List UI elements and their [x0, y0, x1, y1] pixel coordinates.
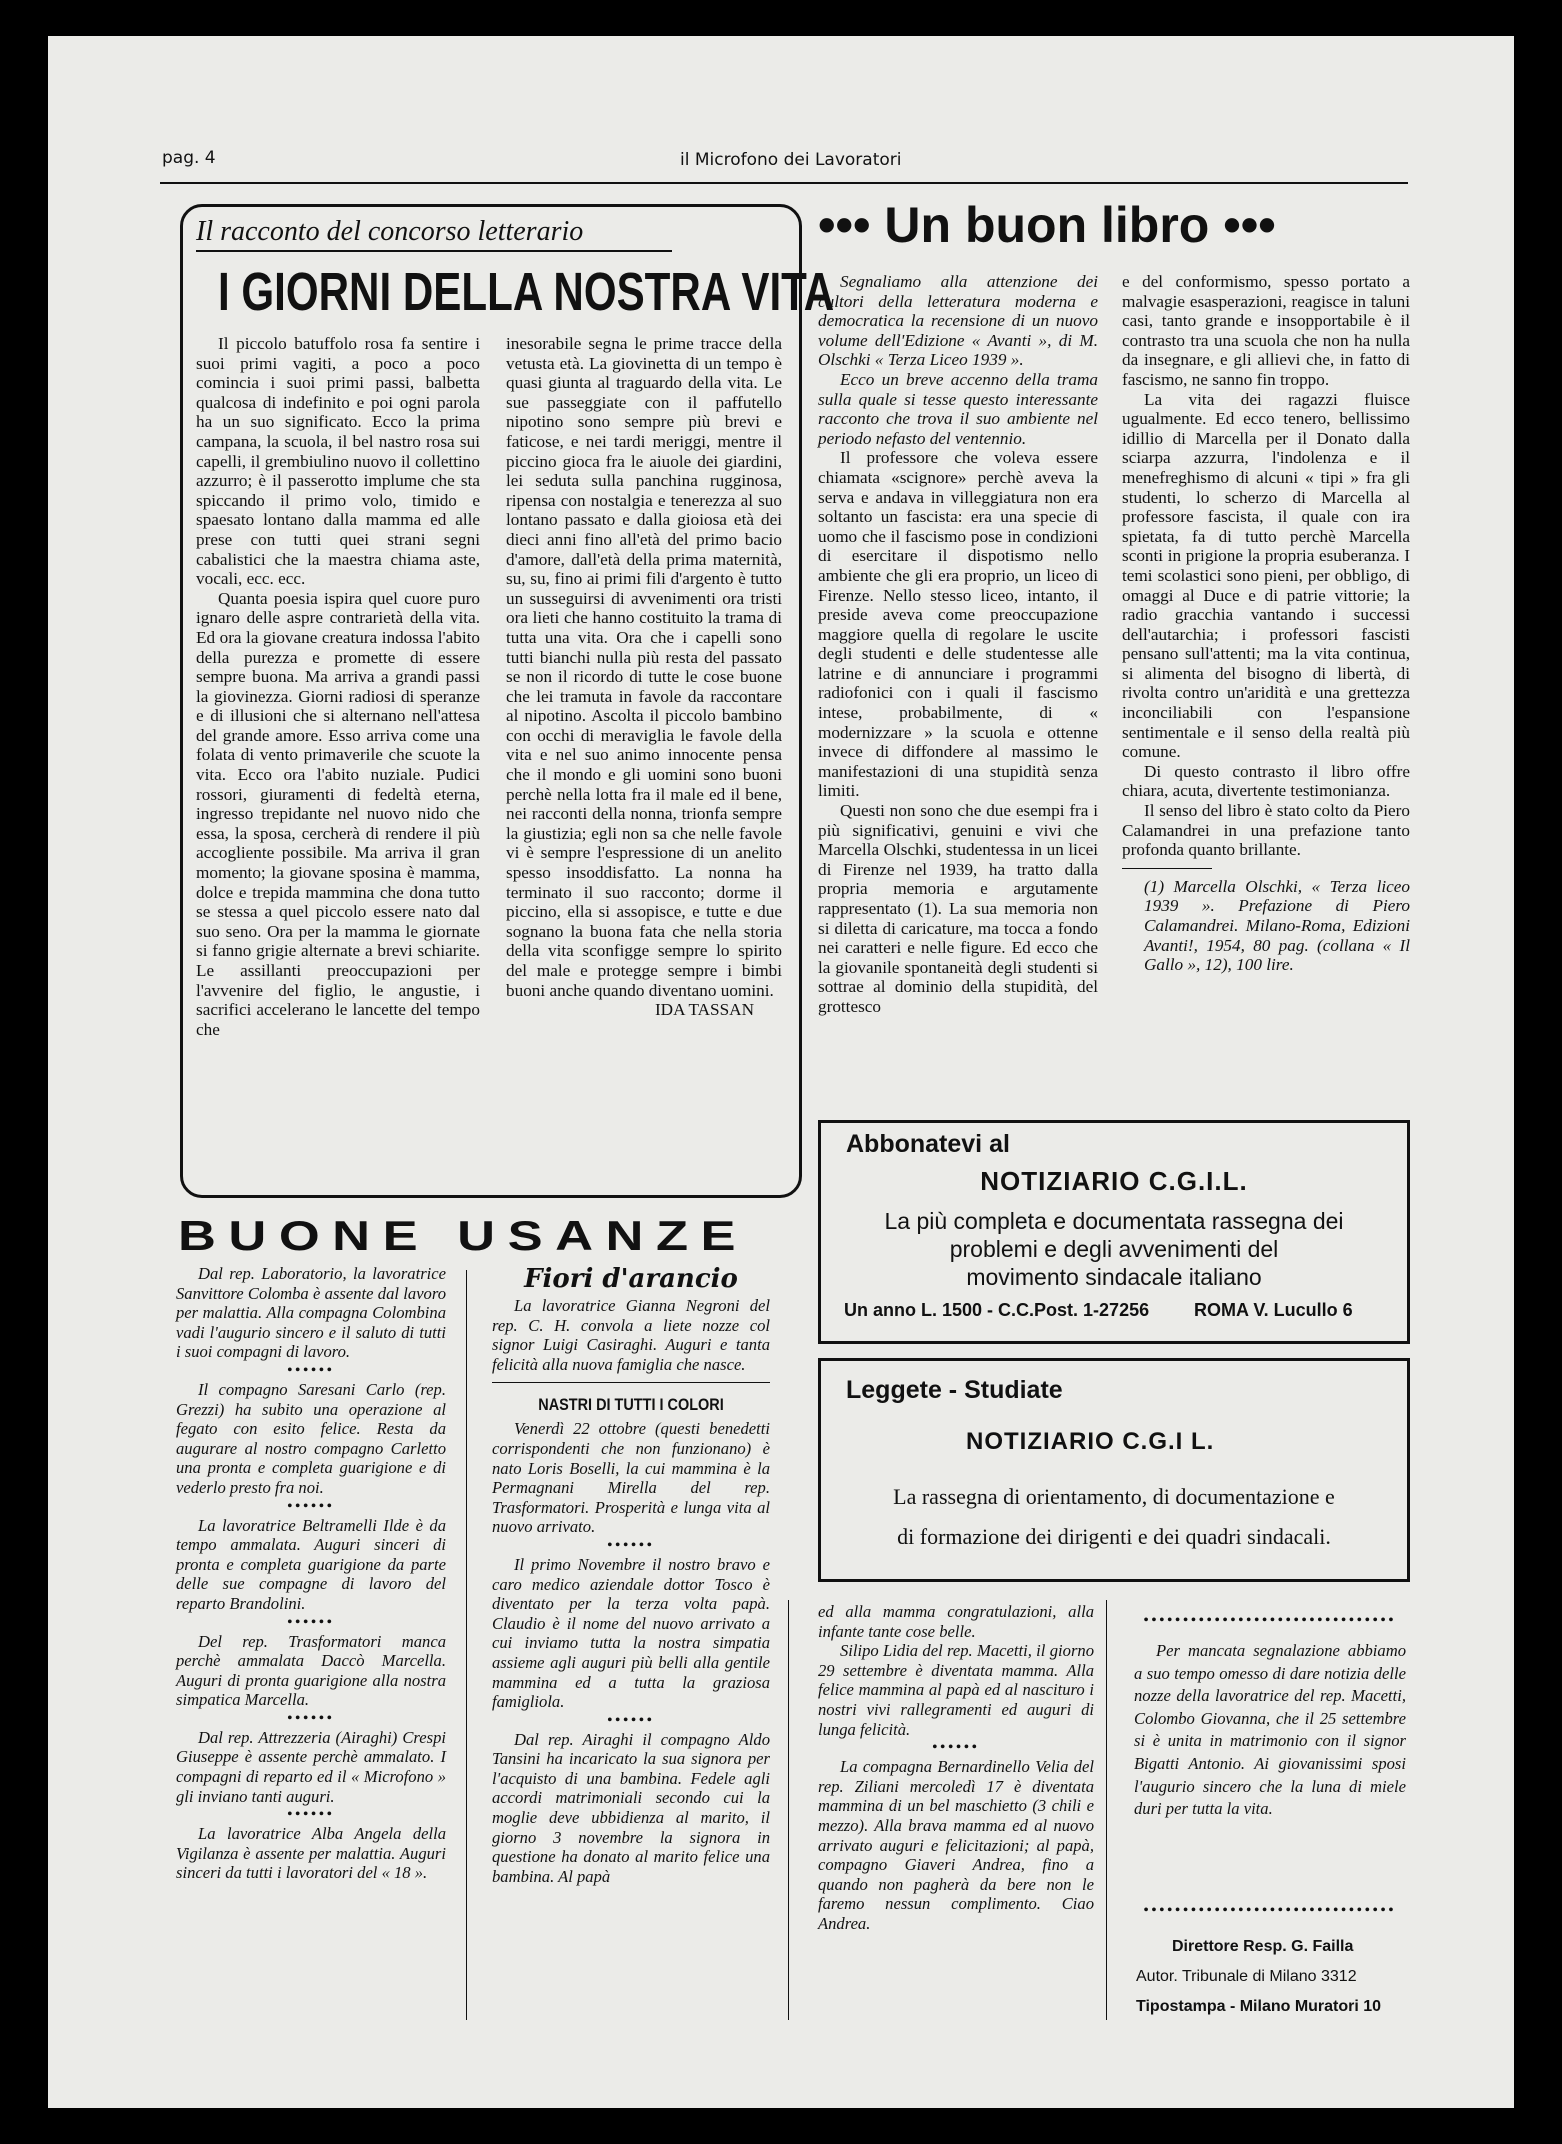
ad1-line6a: Un anno L. 1500 - C.C.Post. 1-27256: [844, 1300, 1150, 1320]
news-item: La lavoratrice Beltramelli Ilde è da tempo ammalata. Auguri sinceri di pronta e completa guarigione da parte delle sue compagne di lavoro del reparto Brandolini.: [176, 1515, 446, 1613]
book-footnote: (1) Marcella Olschki, « Terza liceo 1939 ». Prefazione di Piero Calamandrei. Milano-Roma, Edizioni Avanti!, 1954, 80 pag. (collana « Il Gallo », 12), 100 lire.: [1144, 876, 1410, 975]
book-headline: ••• Un buon libro •••: [818, 197, 1276, 253]
book-paragraph: e del conformismo, spesso portato a malvagie esasperazioni, reagisce in taluni casi, tanto grande e insopportabile è il contrasto tra una scuola che non ha nulla da insegnare, e gli allievi che, in fatto di fascismo, ne sanno fin troppo.: [1122, 272, 1410, 389]
footnote-rule: [1122, 868, 1212, 869]
book-paragraph: Il senso del libro è stato colto da Piero Calamandrei in una prefazione tanto profonda quanto brillante.: [1122, 801, 1410, 860]
book-paragraph: Il professore che voleva essere chiamata «scignore» perchè aveva la serva e andava in villeggiatura non era soltanto un fascista: era una specie di uomo che il fascismo pose in condizioni di esercitare il dispotismo nello ambiente che gli era proprio, un liceo di Firenze. Nello stesso liceo, intanto, il preside aveva come preoccupazione maggiore quella di regolare le uscite degli studenti e delle studentesse alle latrine e di annunciare i programmi radiofonici con i quali il fascismo intese, probabilmente, di « modernizzare » la scuola e ottenne invece di diffondere al massimo le manifestazioni di una stupidità senza limiti.: [818, 448, 1098, 801]
book-paragraph: Questi non sono che due esempi fra i più significativi, genuini e vivi che Marcella Olschki, studentessa in un licei di Firenze nel 1939, ha tratto dalla propria memoria e argutamente rappresentato (1). La sua memoria non si diletta di caricature, ma tocca a fondo nei caratteri e nelle figure. Ed ecco che la giovanile spontaneità degli studenti si sottrae al dominio della stupidità, del grottesco: [818, 801, 1098, 1016]
news-item: La compagna Bernardinello Velia del rep. Ziliani mercoledì 17 è diventata mammina di un bel maschietto (3 chili e mezzo). Alla brava mamma ed al nuovo arrivato auguri e felicitazioni; al papà, compagno Giaveri Andrea, fino a quando non pagherà da bere non le faremo nessun complimento. Ciao Andrea.: [818, 1757, 1094, 1933]
book-intro-2: Ecco un breve accenno della trama sulla quale si tesse questo interessante racconto che trova il suo ambiente nel periodo nefasto del ventennio.: [818, 369, 1098, 448]
separator: ••••••: [287, 1710, 335, 1726]
book-paragraph: Di questo contrasto il libro offre chiara, acuta, divertente testimonianza.: [1122, 761, 1410, 801]
separator: ••••••: [607, 1537, 655, 1553]
news-item: Venerdì 22 ottobre (questi benedetti corrispondenti che non funzionano) è nato Loris Boselli, la cui mammina è la Permagnani Mirella del rep. Trasformatori. Prosperità e lunga vita al nuovo arrivato.: [492, 1419, 770, 1537]
news-item: Dal rep. Airaghi il compagno Aldo Tansini ha incaricato la sua signora per l'acquisto di una bambina. Fedele agli accordi matrimoniali secondo cui la moglie deve ubbidienza al marito, il giorno 3 novembre la signora in questione ha donato al marito felice una bambina. Al papà: [492, 1729, 770, 1886]
fiori-title: Fiori d'arancio: [524, 1264, 738, 1294]
ad1-line2: NOTIZIARIO C.G.I.L.: [980, 1166, 1248, 1196]
book-column-1: [818, 272, 1098, 1017]
header-rule: [160, 182, 1408, 184]
usanze-column-1: [176, 1264, 446, 1883]
usanze-column-4: [1134, 1640, 1406, 1821]
book-paragraph: La vita dei ragazzi fluisce ugualmente. Ed ecco tenero, bellissimo idillio di Marcella per il Donato dalla sciarpa azzurra, l'indolenza e il menefreghismo di alcuni « tipi » fra gli studenti, lo scherzo di Marcella al professore fascista, il quale con ira spietata, fa di tutto perchè Marcella sconti in prigione la propria esuberanza. I temi scolastici sono pieni, per obbligo, di omaggi al Duce e di patrie vittorie; la radio gracchia vantando i successi dell'autarchia; i professori fascisti pensano sull'attenti; ma la vita continua, si alimenta del bisogno di libertà, di rivolta contro un'aridità e una grettezza inconciliabili con l'espansione sentimentale e il senso della realtà più comune.: [1122, 389, 1410, 762]
colophon-director: Direttore Resp. G. Failla: [1172, 1938, 1354, 1955]
column-rule: [466, 1270, 467, 2020]
separator: ••••••: [287, 1498, 335, 1514]
ad2-line2: NOTIZIARIO C.G.I L.: [966, 1428, 1215, 1455]
ad1-line4: problemi e degli avvenimenti del: [949, 1236, 1279, 1262]
usanze-column-3: [818, 1602, 1094, 1934]
nastri-title: NASTRI DI TUTTI I COLORI: [538, 1395, 724, 1415]
separator: ••••••: [932, 1740, 980, 1756]
separator: ••••••: [287, 1807, 335, 1823]
kicker-rule: [196, 250, 672, 252]
news-item: La lavoratrice Gianna Negroni del rep. C. H. convola a liete nozze col signor Luigi Casiraghi. Auguri e tanta felicità alla nuova famiglia che nasce.: [492, 1296, 770, 1374]
news-item: Silipo Lidia del rep. Macetti, il giorno 29 settembre è diventata mamma. Alla felice mammina al papà ed al nascituro i nostri vivi rallegramenti ed auguri di lunga felicità.: [818, 1641, 1094, 1739]
news-item: Dal rep. Laboratorio, la lavoratrice Sanvittore Colomba è assente dal lavoro per malattia. Alla compagna Colombina vadi l'augurio sincero e il saluto di tutti i suoi compagni di lavoro.: [176, 1264, 446, 1362]
book-column-2: [1122, 272, 1410, 975]
story-paragraph: Quanta poesia ispira quel cuore puro ignaro delle aspre contrarietà della vita. Ed ora la giovane creatura indossa l'abito della purezza e promette di essere sempre buona. Ma arriva a grandi passi la giovinezza. Giorni radiosi di speranze e di illusioni che si alternano nell'attesa del grande amore. Esso arriva come una folata di vento primaverile che scuote la vita. Ecco ora l'abito nuziale. Pudici rossori, giuramenti di fedeltà eterna, ingresso trepidante nel nuovo nido che essa, la sposa, cercherà di rendere il più accogliente possibile. Ma arriva il gran momento; la giovane sposina è mamma, dolce e trepida mammina che dona tutto se stessa a quel piccolo essere nato dal suo seno. Ora per la mamma le giornate si fanno grigie alternate a brevi schiarite. Le assillanti preoccupazioni per l'avvenire del figlio, le angustie, i sacrifici accelerano le lancette del tempo che: [196, 588, 480, 1039]
news-item: Del rep. Trasformatori manca perchè ammalata Daccò Marcella. Auguri di pronta guarigione alla nostra simpatica Marcella.: [176, 1631, 446, 1710]
story-column-1: [196, 334, 480, 1039]
story-paragraph: Il piccolo batuffolo rosa fa sentire i suoi primi vagiti, a poco a poco comincia i suoi primi passi, balbetta qualcosa di indefinito e poi ogni parola ha un suo significato. Ecco la prima campana, la scuola, il bel nastro rosa sui capelli, il grembiulino nuovo il collettino azzurro; è il passerotto implume che sta spiccando il primo volo, timido e spaesato lontano dalla mamma ed alle prese con tutti quei strani segni cabalistici che la maestra chiama aste, vocali, ecc. ecc.: [196, 334, 480, 589]
masthead-title: il Microfono dei Lavoratori: [680, 150, 902, 170]
page-number: pag. 4: [162, 148, 216, 168]
news-item: Il primo Novembre il nostro bravo e caro medico aziendale dottor Tosco è diventato per la terza volta papà. Claudio è il nome del nuovo arrivato a cui inviamo tutta la nostra simpatia assieme agli auguri più belli alla gentile mammina ed a tutta la graziosa famigliola.: [492, 1554, 770, 1712]
separator: ••••••: [287, 1362, 335, 1378]
usanze-headline: BUONE USANZE: [178, 1212, 749, 1259]
ad1-line1: Abbonatevi al: [846, 1130, 1010, 1158]
news-item: Dal rep. Attrezzeria (Airaghi) Crespi Giuseppe è assente perchè ammalato. I compagni di reparto ed il « Microfono » gli inviano tanti auguri.: [176, 1727, 446, 1806]
column-rule: [788, 1600, 789, 2020]
story-paragraph: inesorabile segna le prime tracce della vetusta età. La giovinetta di un tempo è quasi giunta al traguardo della vita. Le sue passeggiate con il paffutello nipotino sono sempre più brevi e faticose, e nei tardi meriggi, mentre il piccino gioca fra le aiuole dei giardini, lei seduta sulla panchina rugginosa, ripensa con nostalgia e tenerezza al suo lontano passato e dalla gioiosa età dei dieci anni fino all'età del primo bacio d'amore, dall'età della prima maternità, su, su, fino ai primi fili d'argento è tutto un susseguirsi di avvenimenti ora tristi ora lieti che hanno costituito la trama di tutta una vita. Ora che i capelli sono tutti bianchi nulla più resta del passato se non il ricordo di tutte le cose buone che lei tramuta in favole da raccontare al nipotino. Ascolta il piccolo bambino con occhi di meraviglia le favole della vita e nel suo animo innocente pensa che il mondo e gli uomini sono buoni perchè nella lotta fra il male ed il bene, nei racconti della nonna, trionfa sempre la giustizia; egli non sa che nelle favole vi è sempre l'espressione di un anelito spesso insoddisfatto. La nonna ha terminato il suo racconto; dorme il piccino, ella si assopisce, e tutte e due sognano la buona fata che nella storia della vita sconfigge sempre lo spirito del male e protegge sempre i bimbi buoni anche quando diventano uomini.: [506, 334, 782, 1000]
story-column-2: [506, 334, 782, 1020]
ad1-line6b: ROMA V. Lucullo 6: [1194, 1300, 1353, 1320]
colophon-printer: Tipostampa - Milano Muratori 10: [1136, 1998, 1382, 2015]
separator: ••••••: [607, 1712, 655, 1728]
colophon-authorization: Autor. Tribunale di Milano 3312: [1136, 1968, 1357, 1985]
ad2-line4: di formazione dei dirigenti e dei quadri sindacali.: [897, 1524, 1331, 1549]
column-rule: [1106, 1600, 1107, 2020]
book-intro: Segnaliamo alla attenzione dei cultori della letteratura moderna e democratica la recensione di un nuovo volume dell'Edizione « Avanti », di M. Olschki « Terza Liceo 1939 ».: [818, 272, 1098, 370]
section-rule: [492, 1382, 770, 1383]
news-item: ed alla mamma congratulazioni, alla infante tante cose belle.: [818, 1602, 1094, 1641]
news-item: La lavoratrice Alba Angela della Vigilanza è assente per malattia. Auguri sinceri da tutti i lavoratori del « 18 ».: [176, 1824, 446, 1883]
news-item: Il compagno Saresani Carlo (rep. Grezzi) ha subito una operazione al fegato con esito felice. Resta da augurare al nostro compagno Carletto una pronta e completa guarigione e di vederlo presto fra noi.: [176, 1379, 446, 1497]
dotted-rule: ••••••••••••••••••••••••••••••••: [1143, 1903, 1397, 1918]
separator: ••••••: [287, 1614, 335, 1630]
ad1-line5: movimento sindacale italiano: [966, 1264, 1262, 1290]
ad2-line3: La rassegna di orientamento, di documentazione e: [893, 1484, 1335, 1509]
dotted-rule: ••••••••••••••••••••••••••••••••: [1143, 1613, 1397, 1628]
usanze-column-2: [492, 1262, 770, 1886]
story-kicker: Il racconto del concorso letterario: [196, 216, 584, 247]
story-headline: I GIORNI DELLA NOSTRA VITA: [218, 262, 835, 322]
ad2-line1: Leggete - Studiate: [846, 1376, 1063, 1404]
ad1-line3: La più completa e documentata rassegna dei: [884, 1208, 1344, 1234]
story-author: IDA TASSAN: [654, 1000, 754, 1020]
news-item: Per mancata segnalazione abbiamo a suo tempo omesso di dare notizia delle nozze della lavoratrice del rep. Macetti, Colombo Giovanna, che il 25 settembre si è unita in matrimonio con il signor Bigatti Antonio. Ai giovanissimi sposi l'augurio sincero che la luna di miele duri per tutta la vita.: [1134, 1641, 1406, 1819]
